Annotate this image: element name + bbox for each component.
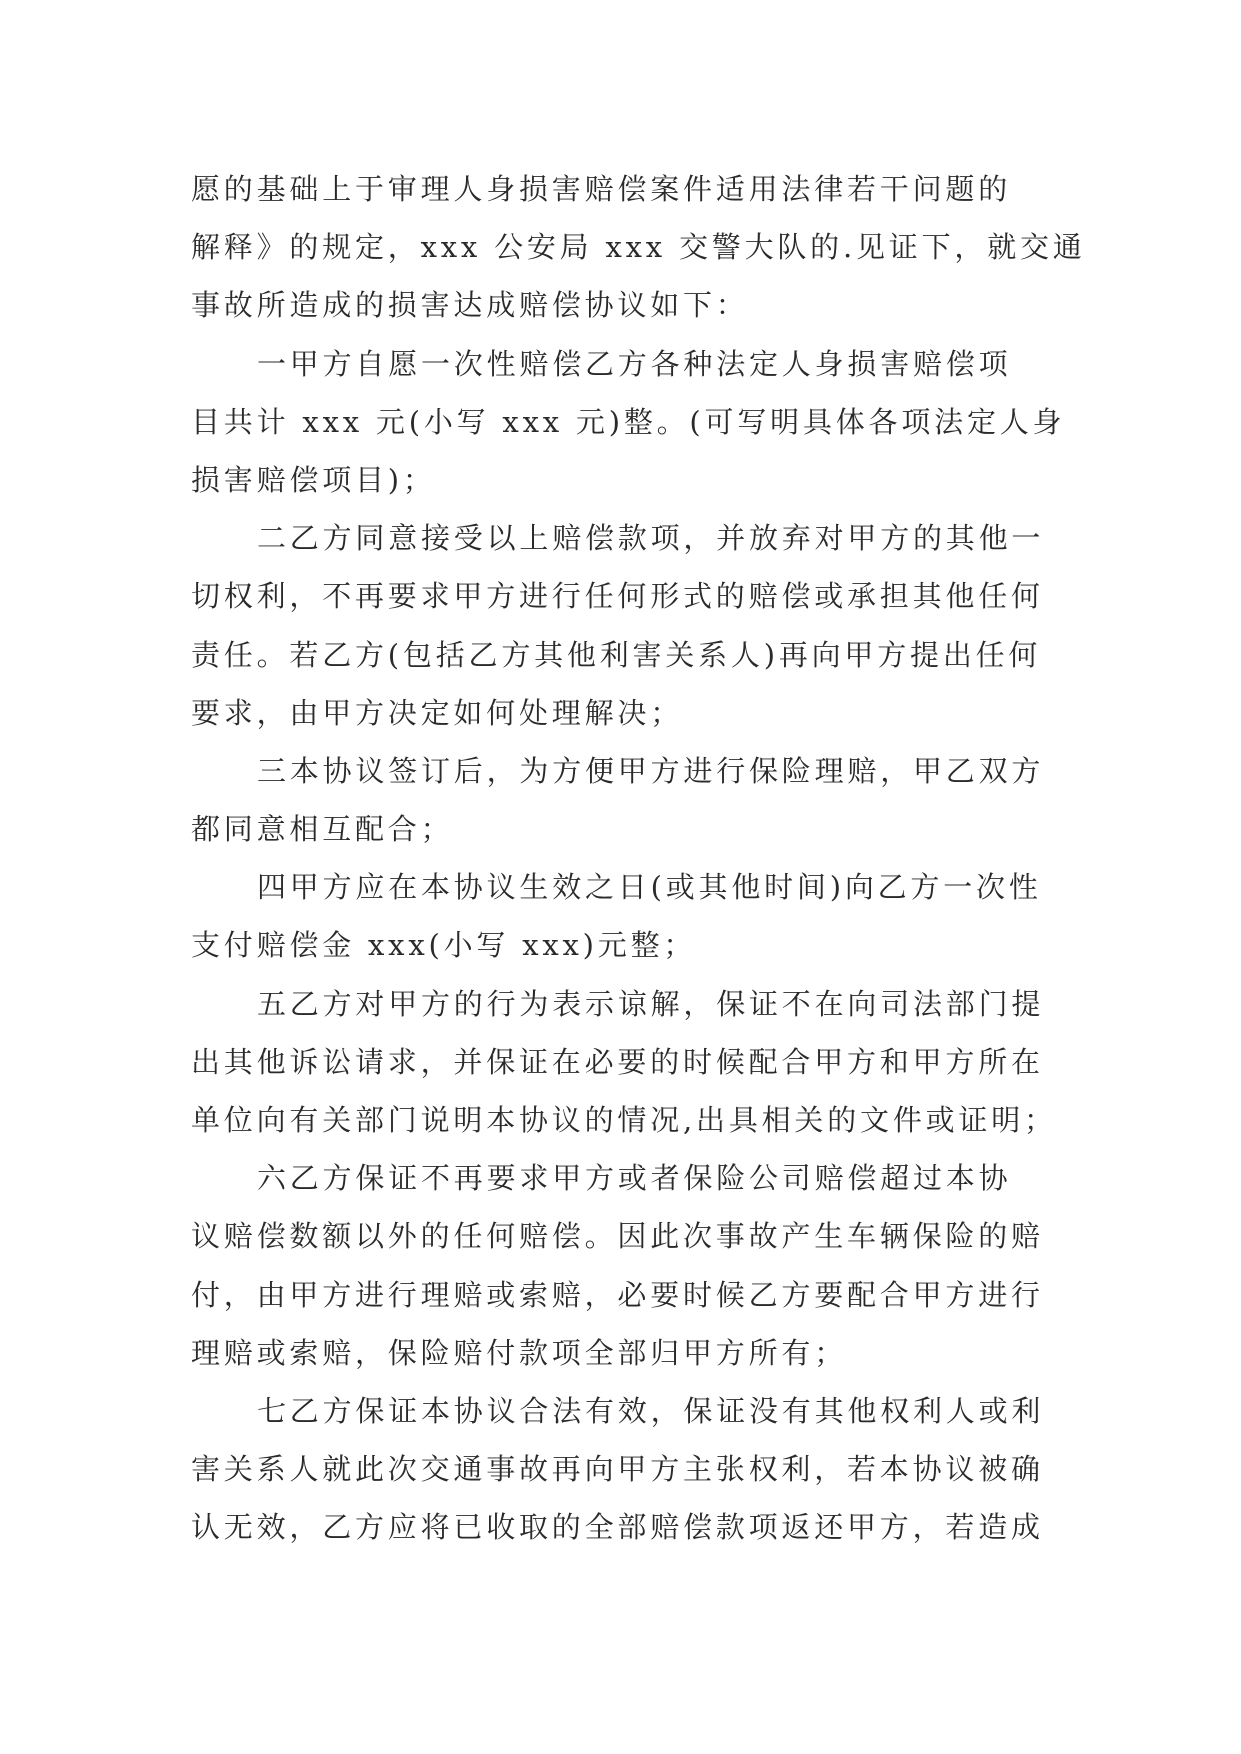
paragraph-1 xyxy=(191,160,1086,335)
text-line: 付，由甲方进行理赔或索赔，必要时候乙方要配合甲方进行 xyxy=(191,1277,1044,1312)
text-line: 理赔或索赔，保险赔付款项全部归甲方所有； xyxy=(191,1335,848,1370)
text-line: 事故所造成的损害达成赔偿协议如下： xyxy=(191,288,749,323)
text-line: 愿的基础上于审理人身损害赔偿案件适用法律若干问题的 xyxy=(191,172,1012,206)
paragraph-7 xyxy=(191,1149,1051,1382)
document-body xyxy=(191,160,1086,1557)
text-line: 六乙方保证不再要求甲方或者保险公司赔偿超过本协 xyxy=(257,1161,1012,1196)
paragraph-6 xyxy=(191,975,1057,1150)
text-line: 五乙方对甲方的行为表示谅解，保证不在向司法部门提 xyxy=(257,986,1045,1021)
text-line: 二乙方同意接受以上赔偿款项，并放弃对甲方的其他一 xyxy=(257,521,1045,556)
paragraph-5 xyxy=(191,858,1051,974)
paragraph-4 xyxy=(191,742,1051,858)
text-line: 目共计 xxx 元(小写 xxx 元)整。(可写明具体各项法定人身 xyxy=(191,404,1066,439)
text-line: 害关系人就此次交通事故再向甲方主张权利，若本协议被确 xyxy=(191,1452,1044,1487)
paragraph-8 xyxy=(191,1382,1051,1557)
text-line: 责任。若乙方(包括乙方其他利害关系人)再向甲方提出任何 xyxy=(191,637,1042,672)
text-line: 七乙方保证本协议合法有效，保证没有其他权利人或利 xyxy=(257,1393,1045,1428)
text-line: 要求，由甲方决定如何处理解决； xyxy=(191,695,684,730)
text-line: 支付赔偿金 xxx(小写 xxx)元整； xyxy=(191,928,697,963)
text-line: 议赔偿数额以外的任何赔偿。因此次事故产生车辆保险的赔 xyxy=(191,1219,1044,1254)
text-line: 认无效，乙方应将已收取的全部赔偿款项返还甲方，若造成 xyxy=(191,1510,1044,1545)
text-line: 四甲方应在本协议生效之日(或其他时间)向乙方一次性 xyxy=(257,870,1042,905)
text-line: 一甲方自愿一次性赔偿乙方各种法定人身损害赔偿项 xyxy=(257,346,1012,381)
text-line: 单位向有关部门说明本协议的情况,出具相关的文件或证明； xyxy=(191,1103,1057,1137)
text-line: 出其他诉讼请求，并保证在必要的时候配合甲方和甲方所在 xyxy=(191,1044,1044,1079)
text-line: 解释》的规定，xxx 公安局 xxx 交警大队的.见证下，就交通 xyxy=(191,230,1086,265)
paragraph-2 xyxy=(191,335,1066,510)
text-line: 三本协议签订后，为方便甲方进行保险理赔，甲乙双方 xyxy=(257,753,1045,788)
text-line: 都同意相互配合； xyxy=(191,812,454,847)
paragraph-3 xyxy=(191,509,1051,742)
text-line: 切权利，不再要求甲方进行任何形式的赔偿或承担其他任何 xyxy=(191,579,1044,614)
text-line: 损害赔偿项目)； xyxy=(191,462,436,497)
